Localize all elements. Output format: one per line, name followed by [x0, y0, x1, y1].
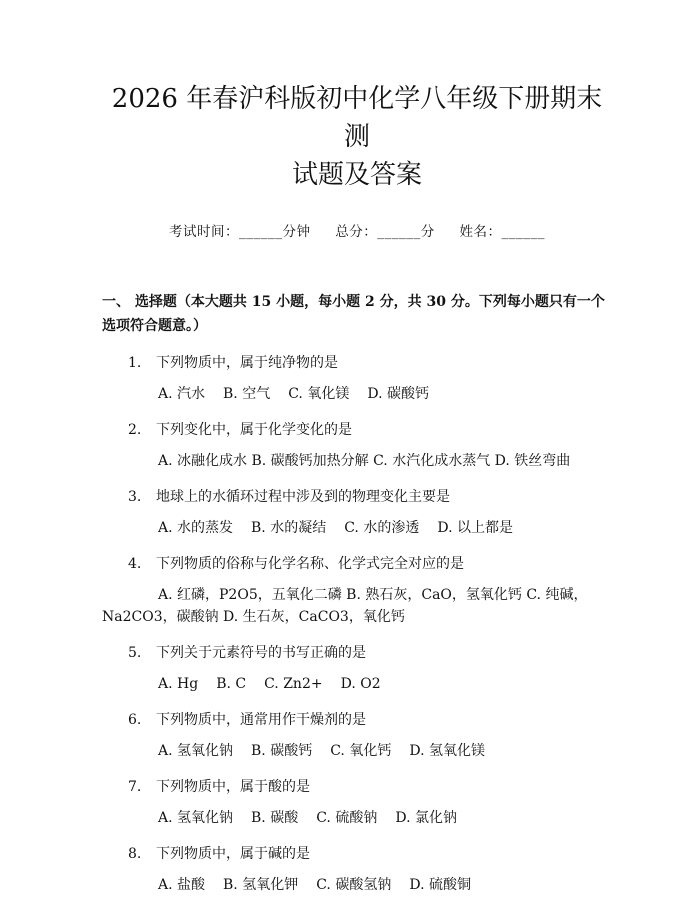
option-a: A. 盐酸 [158, 877, 206, 893]
option-c: C. 水的渗透 [344, 520, 420, 536]
option-a: A. Hg [158, 676, 199, 692]
question-number: 6. [128, 712, 142, 728]
question-number: 4. [128, 556, 142, 572]
exam-time-field: 考试时间：______分钟 [168, 224, 311, 240]
option-c: C. 硫酸钠 [316, 810, 378, 826]
question-stem: 下列物质中，属于碱的是 [156, 846, 310, 862]
question-stem: 下列关于元素符号的书写正确的是 [156, 645, 366, 661]
question-stem: 下列物质中，属于纯净物的是 [156, 355, 338, 371]
option-c: C. 碳酸氢钠 [316, 877, 392, 893]
question-options [102, 807, 612, 829]
option-a: A. 氢氧化钠 [158, 810, 234, 826]
section-heading-choice: 一、 选择题（本大题共 15 小题，每小题 2 分，共 30 分。下列每小题只有一个选项符合题意。） [102, 294, 605, 334]
question-7 [102, 776, 612, 829]
option-b: B. C [216, 676, 247, 692]
question-options: A. 冰融化成水 B. 碳酸钙加热分解 C. 水汽化成水蒸气 D. 铁丝弯曲 [158, 453, 571, 469]
option-d: D. 碳酸钙 [367, 386, 429, 402]
option-c: C. Zn2+ [264, 676, 323, 692]
option-a: A. 汽水 [158, 386, 206, 402]
question-4 [102, 553, 612, 628]
question-number: 8. [128, 846, 142, 862]
option-d: D. 以上都是 [437, 520, 513, 536]
option-b: B. 氢氧化钾 [223, 877, 299, 893]
question-number: 7. [128, 779, 142, 795]
question-6 [102, 709, 612, 762]
option-d: D. O2 [340, 676, 381, 692]
option-c: C. 氧化钙 [330, 743, 392, 759]
question-options [102, 740, 612, 762]
question-number: 5. [128, 645, 142, 661]
option-d: D. 硫酸铜 [409, 877, 471, 893]
question-stem: 下列物质的俗称与化学名称、化学式完全对应的是 [156, 556, 464, 572]
question-options [102, 383, 612, 405]
question-stem: 地球上的水循环过程中涉及到的物理变化主要是 [156, 489, 450, 505]
name-field: 姓名：______ [459, 224, 546, 240]
question-5 [102, 642, 612, 695]
exam-meta [102, 220, 612, 240]
question-options [102, 673, 612, 695]
question-options [102, 517, 612, 539]
question-stem: 下列变化中，属于化学变化的是 [156, 422, 352, 438]
option-b: B. 碳酸钙 [251, 743, 313, 759]
option-c: C. 氧化镁 [288, 386, 350, 402]
title-line-2: 试题及答案 [291, 160, 422, 190]
question-3 [102, 486, 612, 539]
question-stem: 下列物质中，通常用作干燥剂的是 [156, 712, 366, 728]
option-d: D. 氢氧化镁 [409, 743, 485, 759]
question-number: 2. [128, 422, 142, 438]
option-b: B. 碳酸 [251, 810, 299, 826]
question-number: 1. [128, 355, 142, 371]
question-options [102, 874, 612, 896]
page-title [102, 80, 612, 194]
question-1 [102, 352, 612, 405]
option-b: B. 空气 [223, 386, 271, 402]
title-line-1: 2026 年春沪科版初中化学八年级下册期末测 [111, 84, 603, 152]
option-d: D. 氯化钠 [395, 810, 457, 826]
question-8 [102, 843, 612, 896]
question-2 [102, 419, 612, 472]
option-a: A. 氢氧化钠 [158, 743, 234, 759]
question-stem: 下列物质中，属于酸的是 [156, 779, 310, 795]
question-options: A. 红磷，P2O5，五氧化二磷 B. 熟石灰，CaO，氢氧化钙 C. 纯碱，Na2CO3，碳酸钠 D. 生石灰，CaCO3，氧化钙 [102, 587, 588, 625]
question-number: 3. [128, 489, 142, 505]
total-score-field: 总分：______分 [335, 224, 435, 240]
option-b: B. 水的凝结 [251, 520, 327, 536]
option-a: A. 水的蒸发 [158, 520, 234, 536]
